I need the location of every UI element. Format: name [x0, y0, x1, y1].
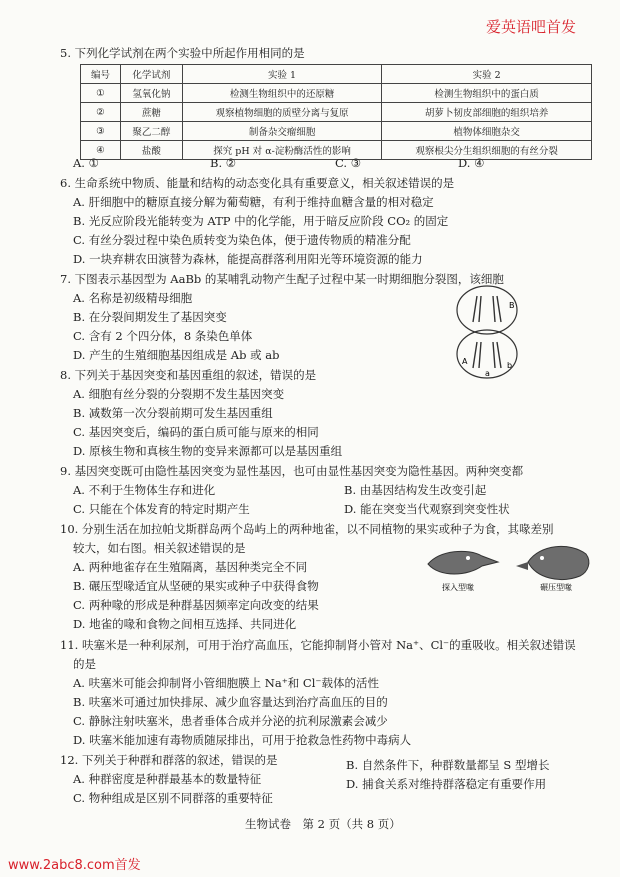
q12-option-a: A. 种群密度是种群最基本的数量特征 [73, 772, 262, 786]
table-cell: 检测生物组织中的蛋白质 [382, 84, 592, 103]
q5-option-a: A. ① [73, 156, 99, 170]
question-5-stem: 5. 下列化学试剂在两个实验中所起作用相同的是 [60, 46, 305, 60]
q10-option-a: A. 两种地雀存在生殖隔离，基因种类完全不同 [73, 560, 308, 574]
table-cell: ④ [81, 141, 121, 160]
page-footer: 生物试卷 第 2 页（共 8 页） [245, 817, 401, 831]
q9-option-d: D. 能在突变当代观察到突变性状 [344, 502, 510, 516]
crushing-beak-finch-icon [516, 546, 589, 579]
probing-beak-finch-icon [428, 551, 498, 574]
question-11-stem-line2: 的是 [73, 657, 96, 671]
q11-option-c: C. 静脉注射呋塞米，患者垂体合成并分泌的抗利尿激素会减少 [73, 714, 388, 728]
table-row [81, 84, 592, 103]
table-cell: 聚乙二醇 [120, 122, 182, 141]
q6-option-a: A. 肝细胞中的糖原直接分解为葡萄糖，有利于维持血糖含量的相对稳定 [73, 195, 434, 209]
question-10-stem-line1: 10. 分别生活在加拉帕戈斯群岛两个岛屿上的两种地雀，以不同植物的果实或种子为食，其喙差别 [60, 522, 554, 536]
figure-label-b-lower: b [507, 361, 513, 370]
table-header-row [81, 65, 592, 84]
table-cell: 氢氧化钠 [120, 84, 182, 103]
figure-label-a-upper: A [462, 357, 468, 366]
reagent-table [80, 64, 592, 160]
crushing-beak-label: 碾压型喙 [540, 583, 572, 592]
question-10-stem-line2: 较大，如右图。相关叙述错误的是 [73, 541, 246, 555]
q7-option-a: A. 名称是初级精母细胞 [73, 291, 193, 305]
question-9-stem: 9. 基因突变既可由隐性基因突变为显性基因，也可由显性基因突变为隐性基因。两种突变都 [60, 464, 524, 478]
q11-option-b: B. 呋塞米可通过加快排尿、减少血容量达到治疗高血压的目的 [73, 695, 388, 709]
q7-option-c: C. 含有 2 个四分体，8 条染色单体 [73, 329, 253, 343]
watermark-top: 爱英语吧首发 [486, 18, 577, 36]
probing-beak-label: 探入型喙 [442, 583, 474, 592]
table-cell: 植物体细胞杂交 [382, 122, 592, 141]
q8-option-b: B. 减数第一次分裂前期可发生基因重组 [73, 406, 273, 420]
table-cell: 观察植物细胞的质壁分离与复原 [182, 103, 382, 122]
question-12-stem: 12. 下列关于种群和群落的叙述，错误的是 [60, 753, 278, 767]
table-header: 化学试剂 [120, 65, 182, 84]
table-cell: 观察根尖分生组织细胞的有丝分裂 [382, 141, 592, 160]
q8-option-a: A. 细胞有丝分裂的分裂期不发生基因突变 [73, 387, 285, 401]
question-6-stem: 6. 生命系统中物质、能量和结构的动态变化具有重要意义，相关叙述错误的是 [60, 176, 455, 190]
cell-division-figure [440, 282, 535, 382]
table-cell: ③ [81, 122, 121, 141]
table-header: 编号 [81, 65, 121, 84]
table-cell: 蔗糖 [120, 103, 182, 122]
q6-option-b: B. 光反应阶段光能转变为 ATP 中的化学能，用于暗反应阶段 CO₂ 的固定 [73, 214, 449, 228]
figure-label-a-lower: a [485, 369, 490, 378]
table-row [81, 122, 592, 141]
q9-option-a: A. 不利于生物体生存和进化 [73, 483, 216, 497]
question-8-stem: 8. 下列关于基因突变和基因重组的叙述，错误的是 [60, 368, 317, 382]
finch-beaks-figure [420, 538, 605, 593]
q11-option-d: D. 呋塞米能加速有毒物质随尿排出，可用于抢救急性药物中毒病人 [73, 733, 412, 747]
table-cell: ② [81, 103, 121, 122]
q12-option-d: D. 捕食关系对维持群落稳定有重要作用 [346, 777, 547, 791]
q9-option-c: C. 只能在个体发育的特定时期产生 [73, 502, 250, 516]
q12-option-b: B. 自然条件下，种群数量都呈 S 型增长 [346, 758, 550, 772]
q6-option-d: D. 一块弃耕农田演替为森林，能提高群落利用阳光等环境资源的能力 [73, 252, 423, 266]
q12-option-c: C. 物种组成是区别不同群落的重要特征 [73, 791, 273, 805]
q10-option-c: C. 两种喙的形成是种群基因频率定向改变的结果 [73, 598, 319, 612]
q5-option-d: D. ④ [458, 156, 485, 170]
q9-option-b: B. 由基因结构发生改变引起 [344, 483, 487, 497]
table-cell: 检测生物组织中的还原糖 [182, 84, 382, 103]
question-7-stem: 7. 下图表示基因型为 AaBb 的某哺乳动物产生配子过程中某一时期细胞分裂图，该细胞 [60, 272, 504, 286]
q8-option-c: C. 基因突变后，编码的蛋白质可能与原来的相同 [73, 425, 319, 439]
q8-option-d: D. 原核生物和真核生物的变异来源都可以是基因重组 [73, 444, 343, 458]
table-row [81, 103, 592, 122]
question-11-stem-line1: 11. 呋塞米是一种利尿剂，可用于治疗高血压，它能抑制肾小管对 Na⁺、Cl⁻的重吸收。相关叙述错误 [60, 638, 576, 652]
table-cell: 胡萝卜韧皮部细胞的组织培养 [382, 103, 592, 122]
q10-option-d: D. 地雀的喙和食物之间相互选择、共同进化 [73, 617, 297, 631]
q5-option-c: C. ③ [335, 156, 362, 170]
table-cell: 制备杂交瘤细胞 [182, 122, 382, 141]
table-cell: 探究 pH 对 α-淀粉酶活性的影响 [182, 141, 382, 160]
q6-option-c: C. 有丝分裂过程中染色质转变为染色体，便于遗传物质的精准分配 [73, 233, 411, 247]
q7-option-d: D. 产生的生殖细胞基因组成是 Ab 或 ab [73, 348, 280, 362]
figure-label-b: B [509, 301, 515, 310]
q5-option-b: B. ② [210, 156, 237, 170]
table-header: 实验 1 [182, 65, 382, 84]
table-cell: ① [81, 84, 121, 103]
watermark-bottom: www.2abc8.com首发 [8, 858, 141, 873]
q10-option-b: B. 碾压型喙适宜从坚硬的果实或种子中获得食物 [73, 579, 319, 593]
q7-option-b: B. 在分裂间期发生了基因突变 [73, 310, 227, 324]
q11-option-a: A. 呋塞米可能会抑制肾小管细胞膜上 Na⁺和 Cl⁻载体的活性 [73, 676, 379, 690]
table-header: 实验 2 [382, 65, 592, 84]
table-cell: 盐酸 [120, 141, 182, 160]
